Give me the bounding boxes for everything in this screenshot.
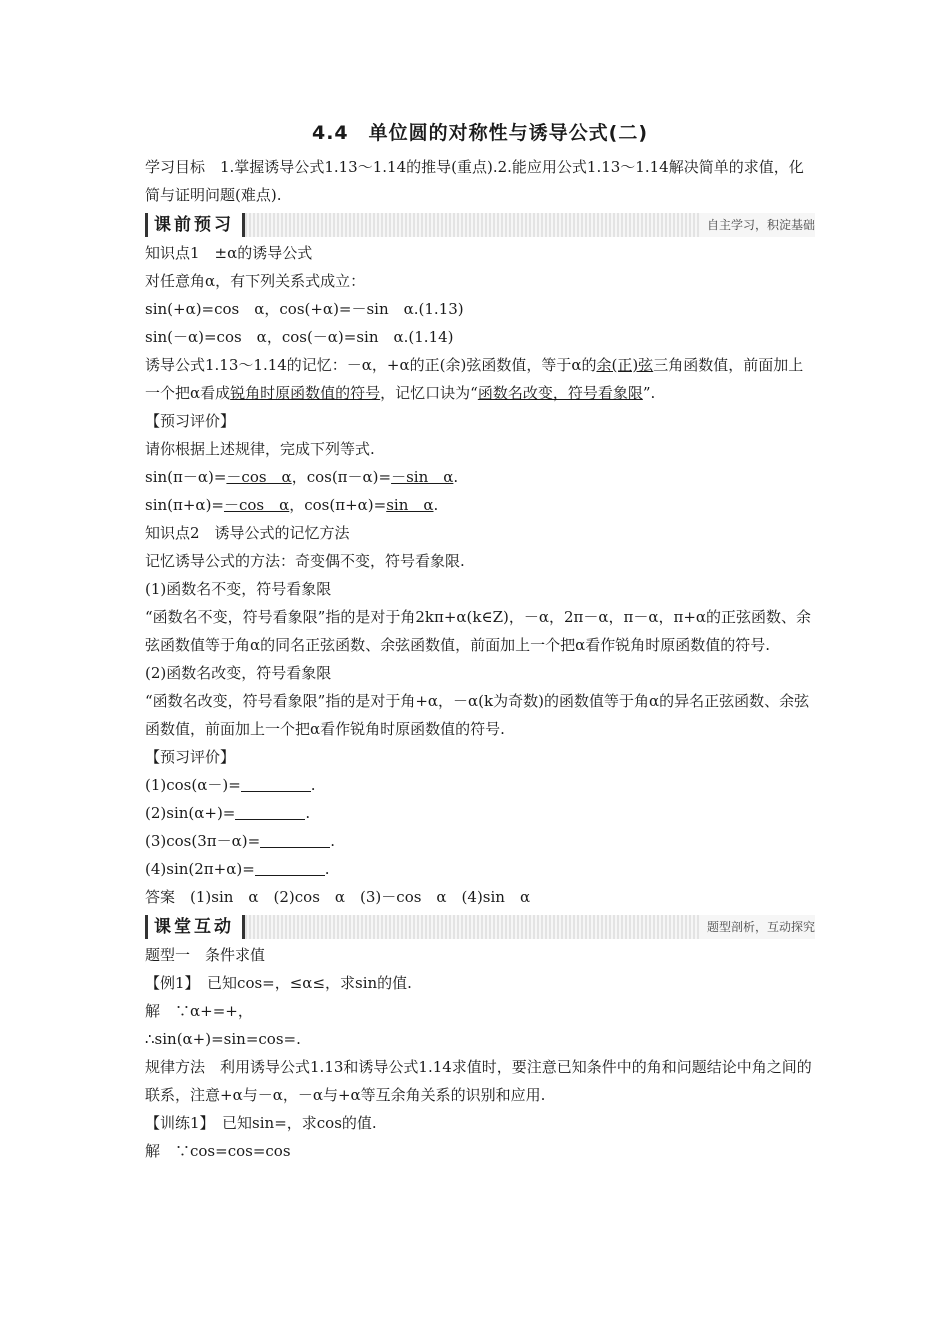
text-span: 诱导公式1.13～1.14的记忆：－α，+α的正(余)弦函数值，等于α的	[145, 356, 597, 374]
learning-objectives: 学习目标 1.掌握诱导公式1.13～1.14的推导(重点).2.能应用公式1.13～1.14解决简单的求值，化简与证明问题(难点).	[145, 158, 804, 204]
text-span: 三角函数值，前面加上一个把α看成	[145, 356, 804, 402]
text-span: ”.	[642, 384, 656, 402]
section-banner-preview	[145, 213, 815, 237]
text-line: 请你根据上述规律，完成下列等式.	[145, 440, 375, 458]
text-span: .	[453, 468, 459, 486]
preview-eval-heading: 【预习评价】	[145, 412, 236, 430]
solution-line: 解 ∵cos=cos=cos	[145, 1142, 291, 1160]
text-span: ，记忆口诀为“	[380, 384, 478, 402]
formula-1-13: sin(+α)=cos α，cos(+α)=－sin α.(1.13)	[145, 300, 464, 318]
text-line: 记忆诱导公式的方法：奇变偶不变，符号看象限.	[145, 552, 465, 570]
example-1: 【例1】 已知cos=，≤α≤，求sin的值.	[145, 974, 412, 992]
paragraph: “函数名改变，符号看象限”指的是对于角+α，－α(k为奇数)的函数值等于角α的异名正弦函数、余弦函数值，前面加上一个把α看作锐角时原函数值的符号.	[145, 692, 810, 738]
exercise-2	[145, 799, 815, 827]
text-span: sin(π－α)=	[145, 468, 227, 486]
equation-row-2	[145, 491, 815, 519]
text-span: .	[433, 496, 439, 514]
underlined-answer: 余(正)弦	[596, 356, 654, 374]
page-title: 4.4 单位圆的对称性与诱导公式(二)	[311, 122, 649, 144]
text-span: .	[305, 804, 311, 822]
answer-blank	[255, 861, 325, 876]
banner-label: 课堂互动	[145, 915, 245, 939]
text-span: ，cos(π+α)=	[289, 496, 387, 514]
banner-subtitle: 自主学习，积淀基础	[701, 213, 815, 237]
underlined-answer: －cos α	[223, 496, 290, 514]
underlined-answer: －cos α	[226, 468, 292, 486]
answer-blank	[241, 777, 311, 792]
training-1: 【训练1】 已知sin=，求cos的值.	[145, 1114, 377, 1132]
section-banner-class	[145, 915, 815, 939]
text-span: (3)cos(3π－α)=	[145, 832, 261, 850]
method-paragraph: 规律方法 利用诱导公式1.13和诱导公式1.14求值时，要注意已知条件中的角和问题结论中角之间的联系，注意+α与－α，－α与+α等互余角关系的识别和应用.	[145, 1058, 812, 1104]
answer-blank	[235, 805, 305, 820]
text-span: sin(π+α)=	[145, 496, 224, 514]
exercise-4	[145, 855, 815, 883]
sub-heading: (2)函数名改变，符号看象限	[145, 664, 332, 682]
sub-heading: (1)函数名不变，符号看象限	[145, 580, 332, 598]
knowledge-point-1-heading: 知识点1 ±α的诱导公式	[145, 244, 313, 262]
knowledge-point-2-heading: 知识点2 诱导公式的记忆方法	[145, 524, 350, 542]
formula-1-14: sin(－α)=cos α，cos(－α)=sin α.(1.14)	[145, 328, 454, 346]
equation-row-1	[145, 463, 815, 491]
answer-line: 答案 (1)sin α (2)cos α (3)－cos α (4)sin α	[145, 888, 531, 906]
underlined-answer: sin α	[386, 496, 434, 514]
preview-eval-heading: 【预习评价】	[145, 748, 236, 766]
answer-blank	[260, 833, 330, 848]
banner-subtitle: 题型剖析，互动探究	[701, 915, 815, 939]
text-line: 对任意角α，有下列关系式成立：	[145, 272, 366, 290]
text-span: .	[310, 776, 316, 794]
solution-line: 解 ∵α+=+，	[145, 1002, 253, 1020]
text-span: (1)cos(α－)=	[145, 776, 241, 794]
text-span: .	[330, 832, 335, 850]
exercise-3	[145, 827, 815, 855]
document-page	[145, 118, 815, 1165]
underlined-answer: －sin α	[391, 468, 454, 486]
paragraph: “函数名不变，符号看象限”指的是对于角2kπ+α(k∈Z)，－α，2π－α，π－α，π+α的正弦函数、余弦函数值等于角α的同名正弦函数、余弦函数值，前面加上一个把α看作锐角时原函数值的符号.	[145, 608, 812, 654]
text-span: .	[324, 860, 330, 878]
underlined-answer: 函数名改变，符号看象限	[477, 384, 643, 402]
memory-paragraph	[145, 351, 815, 407]
text-span: (2)sin(α+)=	[145, 804, 236, 822]
solution-line: ∴sin(α+)=sin=cos=.	[145, 1030, 301, 1048]
type-1-heading: 题型一 条件求值	[145, 946, 266, 964]
text-span: (4)sin(2π+α)=	[145, 860, 255, 878]
text-span: ，cos(π－α)=	[291, 468, 392, 486]
banner-label: 课前预习	[145, 213, 245, 237]
underlined-answer: 锐角时原函数值的符号	[230, 384, 381, 402]
exercise-1	[145, 771, 815, 799]
